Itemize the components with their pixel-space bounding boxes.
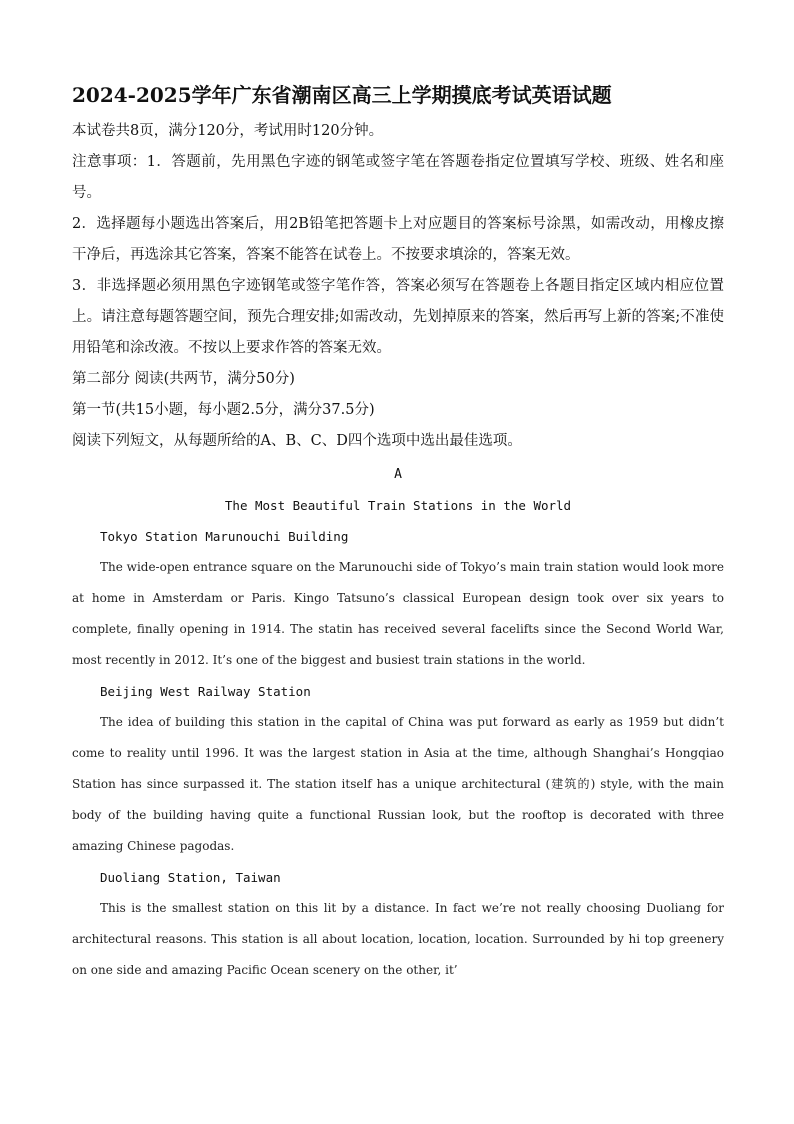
note-3: 3．非选择题必须用黑色字迹钢笔或签字笔作答，答案必须写在答题卷上各题目指定区域内相应位置上。请注意每题答题空间，预先合理安排;如需改动，先划掉原来的答案，然后再写上新的答案;不准使用铅笔和涂改液。不按以上要求作答的答案无效。 <box>72 278 724 356</box>
station-heading-beijing: Beijing West Railway Station <box>100 684 311 699</box>
reading-instruction: 阅读下列短文，从每题所给的A、B、C、D四个选项中选出最佳选项。 <box>72 433 522 449</box>
station-text-beijing: The idea of building this station in the capital of China was put forward as early as 1959 but didn’t come to reality until 1996. It was the largest station in Asia at the time, although Shanghai’s Hongqiao Station has since surpassed it. The station itself has a unique architectural (建筑的) style, with the main body of the building having quite a functional Russian look, but the rooftop is decorated with three amazing Chinese pagodas. <box>72 715 724 853</box>
page-title: 2024-2025学年广东省潮南区高三上学期摸底考试英语试题 <box>72 83 612 107</box>
note-2: 2．选择题每小题选出答案后，用2B铅笔把答题卡上对应题目的答案标号涂黑，如需改动，用橡皮擦干净后，再选涂其它答案，答案不能答在试卷上。不按要求填涂的，答案无效。 <box>72 216 724 263</box>
station-text-tokyo: The wide-open entrance square on the Marunouchi side of Tokyo’s main train station would look more at home in Amsterdam or Paris. Kingo Tatsuno’s classical European design took over six years to complete, finally opening in 1914. The statin has received several facelifts since the Second World War, most recently in 2012. It’s one of the biggest and busiest train stations in the world. <box>72 560 724 667</box>
note-1: 注意事项：1．答题前，先用黑色字迹的钢笔或签字笔在答题卷指定位置填写学校、班级、姓名和座号。 <box>72 154 724 201</box>
passage-letter: A <box>394 467 402 482</box>
station-text-duoliang: This is the smallest station on this lit by a distance. In fact we’re not really choosing Duoliang for architectural reasons. This station is all about location, location, location. Surrounded by hi top greenery on one side and amazing Pacific Ocean scenery on the other, it’ <box>72 901 724 977</box>
exam-intro: 本试卷共8页，满分120分，考试用时120分钟。 <box>72 123 384 139</box>
exam-page <box>72 80 724 986</box>
part-heading: 第二部分 阅读(共两节，满分50分) <box>72 371 295 387</box>
passage-title: The Most Beautiful Train Stations in the World <box>224 498 572 513</box>
station-heading-tokyo: Tokyo Station Marunouchi Building <box>100 529 349 544</box>
section-heading: 第一节(共15小题，每小题2.5分，满分37.5分) <box>72 402 375 418</box>
station-heading-duoliang: Duoliang Station, Taiwan <box>100 870 281 885</box>
